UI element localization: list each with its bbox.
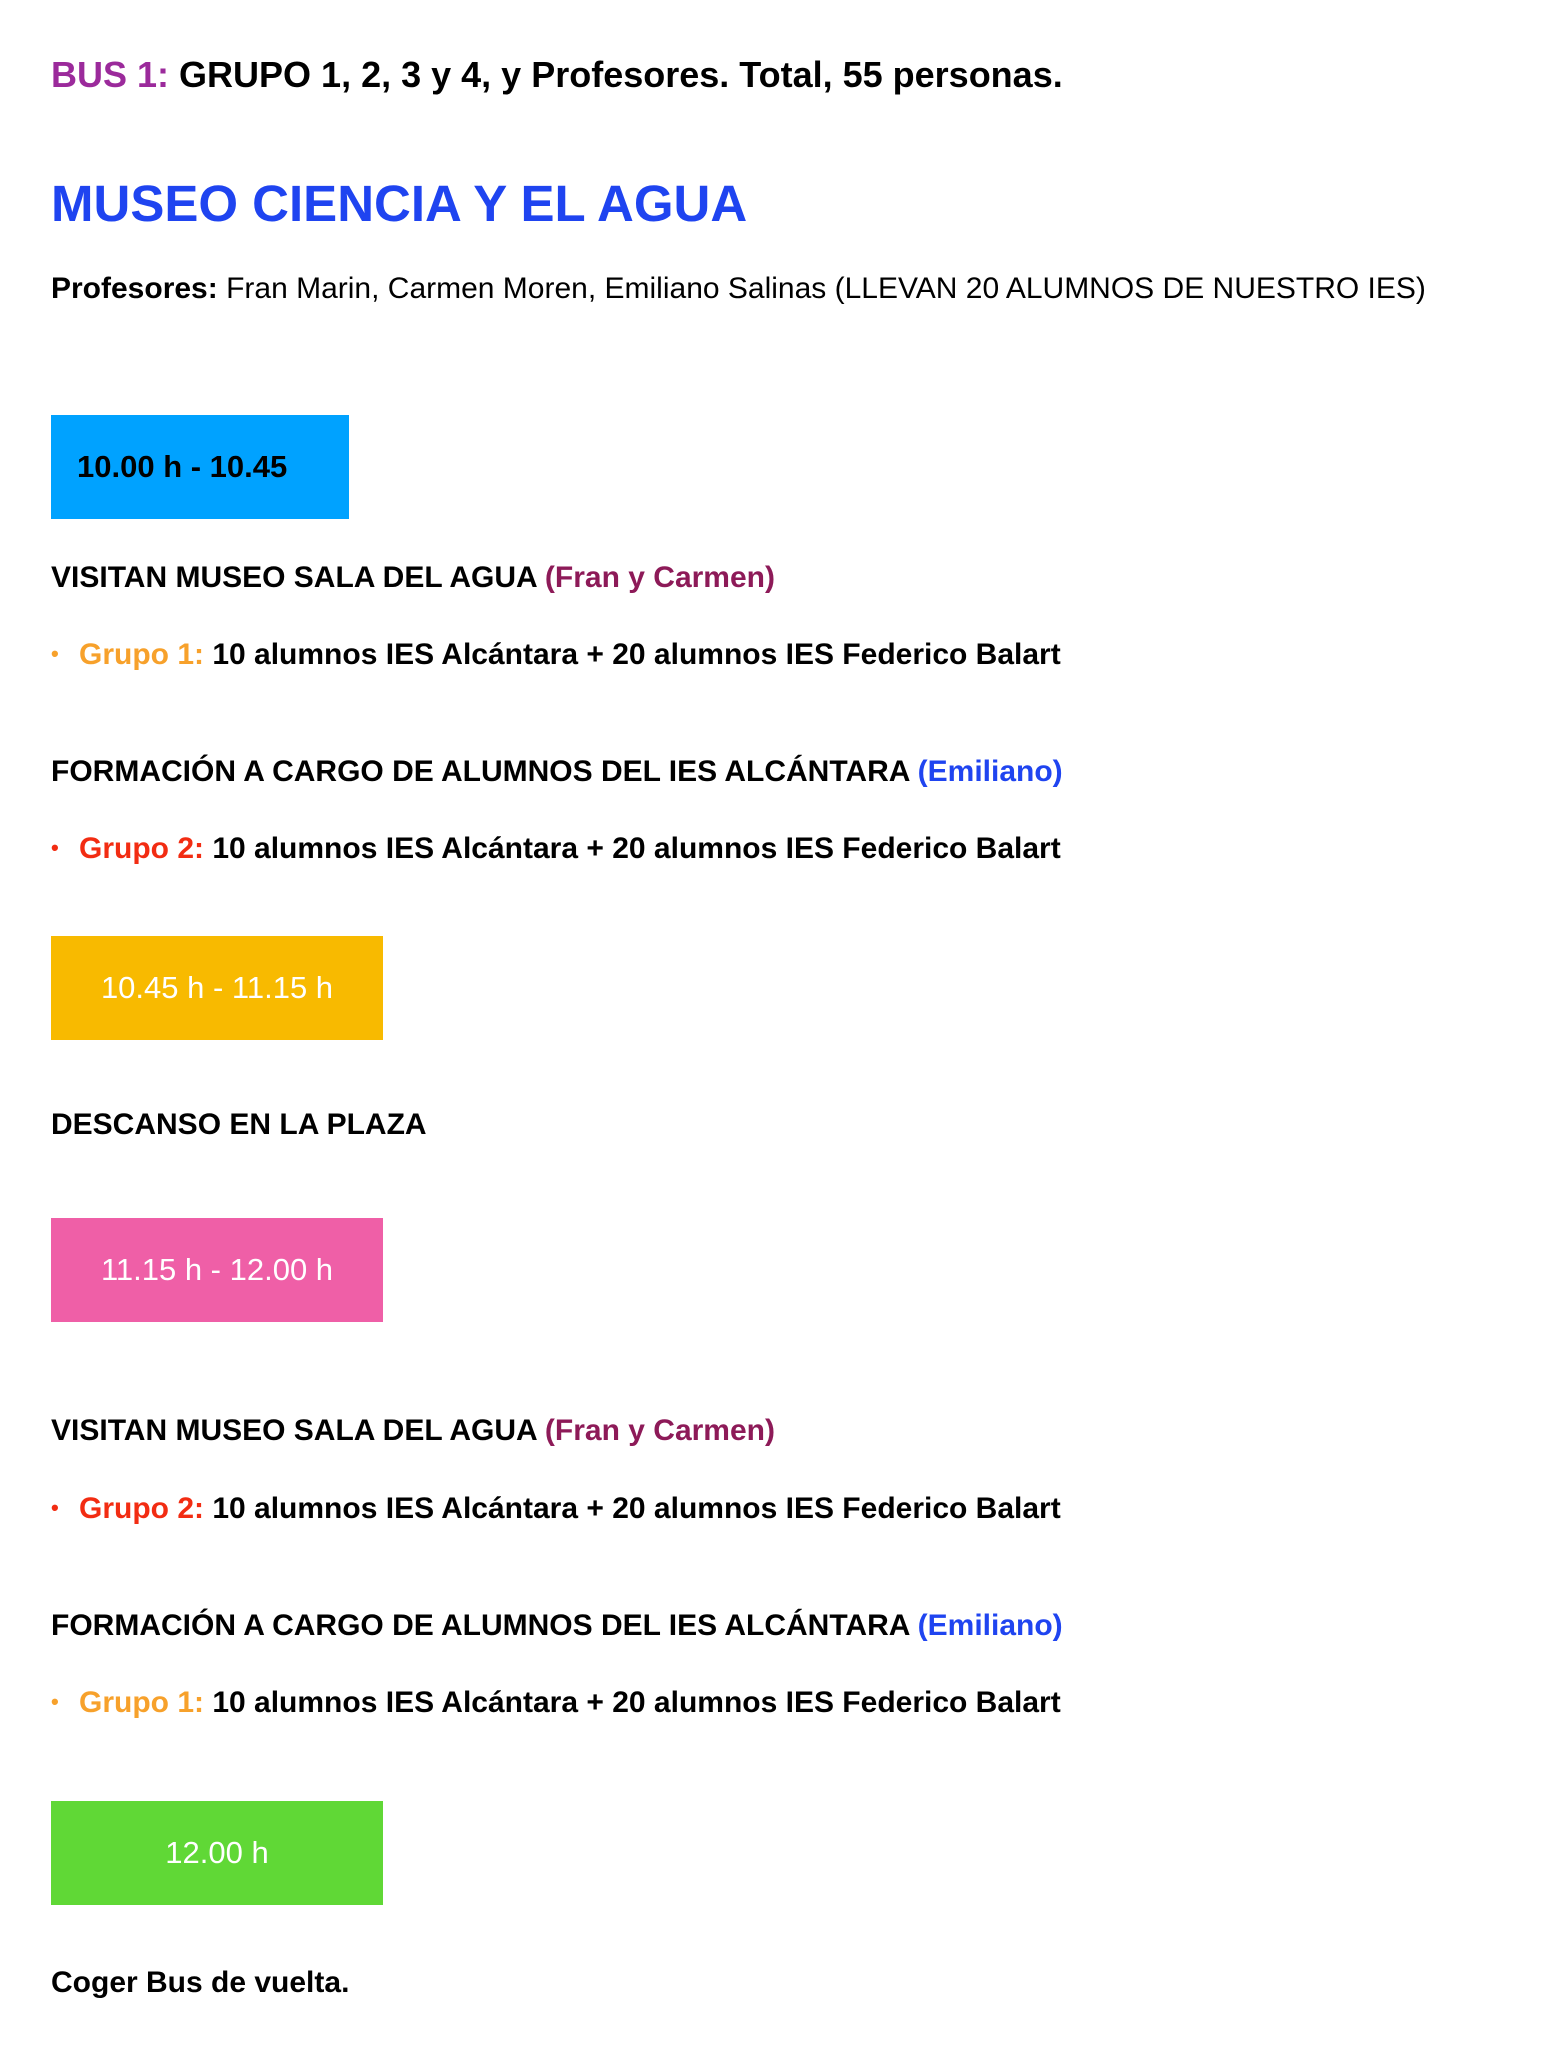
break-note: DESCANSO EN LA PLAZA: [51, 1108, 427, 1141]
teachers-label: Profesores:: [51, 272, 218, 305]
activity-title: VISITAN MUSEO SALA DEL AGUA: [51, 1414, 545, 1447]
group-label: Grupo 1:: [79, 1686, 204, 1719]
group-item: [51, 832, 1061, 866]
return-note: Coger Bus de vuelta.: [51, 1966, 350, 1999]
page-title: MUSEO CIENCIA Y EL AGUA: [51, 175, 748, 232]
time-slot-3: 11.15 h - 12.00 h: [51, 1218, 383, 1322]
bullet-icon: •: [51, 641, 59, 666]
activity-teachers: (Emiliano): [917, 1609, 1063, 1642]
time-slot-4: 12.00 h: [51, 1801, 383, 1905]
group-item: [51, 638, 1061, 672]
time-slot-1: 10.00 h - 10.45: [51, 415, 349, 519]
group-detail: 10 alumnos IES Alcántara + 20 alumnos IES Federico Balart: [204, 638, 1061, 671]
activity-heading: [51, 1414, 775, 1448]
bullet-icon: •: [51, 835, 59, 860]
teachers-line: [51, 270, 1491, 308]
activity-title: VISITAN MUSEO SALA DEL AGUA: [51, 561, 545, 594]
activity-teachers: (Fran y Carmen): [544, 561, 775, 594]
bus-label: BUS 1:: [51, 54, 170, 95]
group-item: [51, 1492, 1061, 1526]
group-detail: 10 alumnos IES Alcántara + 20 alumnos IES Federico Balart: [204, 832, 1061, 865]
bullet-icon: •: [51, 1495, 59, 1520]
group-label: Grupo 1:: [79, 638, 204, 671]
bullet-icon: •: [51, 1689, 59, 1714]
bus-line: [51, 54, 1063, 96]
activity-heading: [51, 561, 775, 595]
group-label: Grupo 2:: [79, 1492, 204, 1525]
activity-teachers: (Fran y Carmen): [544, 1414, 775, 1447]
group-label: Grupo 2:: [79, 832, 204, 865]
activity-title: FORMACIÓN A CARGO DE ALUMNOS DEL IES ALCÁNTARA: [51, 755, 918, 788]
time-slot-2: 10.45 h - 11.15 h: [51, 936, 383, 1040]
activity-heading: [51, 755, 1063, 789]
group-detail: 10 alumnos IES Alcántara + 20 alumnos IES Federico Balart: [204, 1686, 1061, 1719]
activity-teachers: (Emiliano): [917, 755, 1063, 788]
group-detail: 10 alumnos IES Alcántara + 20 alumnos IES Federico Balart: [204, 1492, 1061, 1525]
bus-text: GRUPO 1, 2, 3 y 4, y Profesores. Total, 55 personas.: [169, 54, 1063, 95]
teachers-text: Fran Marin, Carmen Moren, Emiliano Salinas (LLEVAN 20 ALUMNOS DE NUESTRO IES): [217, 272, 1426, 305]
activity-title: FORMACIÓN A CARGO DE ALUMNOS DEL IES ALCÁNTARA: [51, 1609, 918, 1642]
group-item: [51, 1686, 1061, 1720]
activity-heading: [51, 1609, 1063, 1643]
